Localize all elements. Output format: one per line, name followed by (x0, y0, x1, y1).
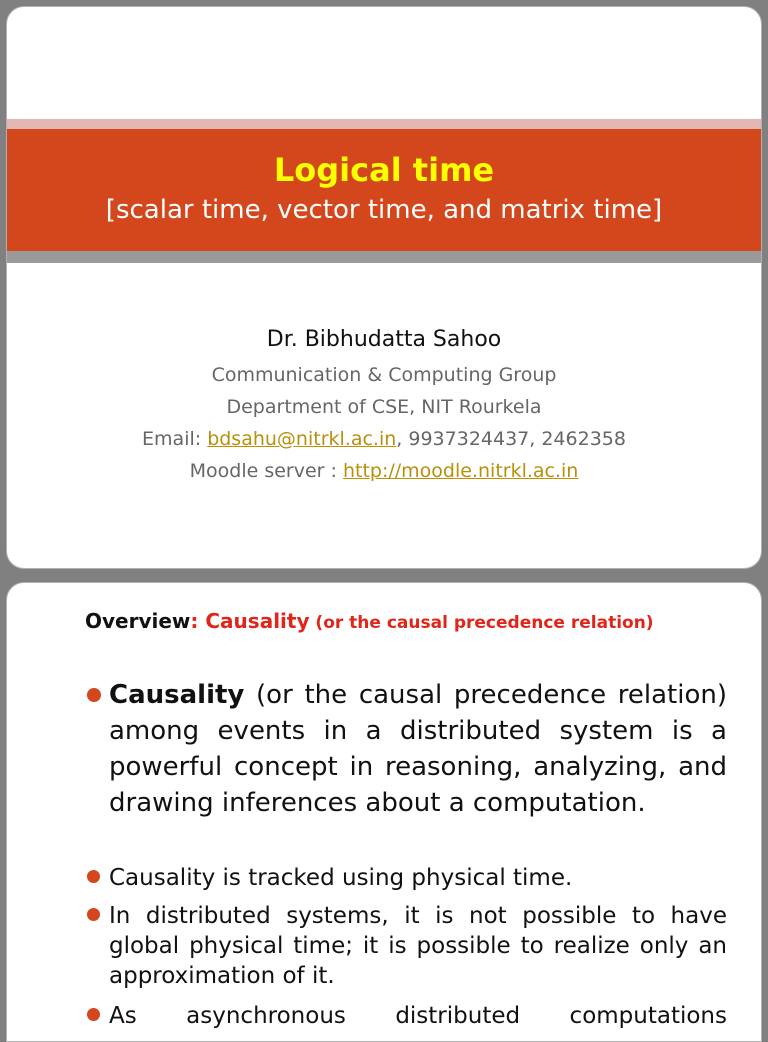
overview-slide (6, 582, 762, 1042)
moodle-line (7, 460, 761, 482)
title-band-top-stripe (7, 119, 761, 129)
overview-topic-note: (or the causal precedence relation) (309, 613, 654, 633)
bullet-item (87, 677, 727, 821)
bullet-item (87, 863, 727, 893)
bullet-item (87, 1001, 727, 1031)
bullet-dot-icon (87, 908, 100, 921)
bullet-dot-icon (87, 688, 101, 702)
bullet-body: (or the causal precedence relation) among events in a distributed system is a powerful concept in reasoning, analyzing, and drawing inferences about a computation. (109, 680, 727, 818)
title-slide (6, 6, 762, 569)
moodle-label: Moodle server : (189, 460, 343, 482)
author-name: Dr. Bibhudatta Sahoo (266, 327, 502, 352)
department-name: Department of CSE, NIT Rourkela (226, 396, 542, 418)
bullet-text: As asynchronous distributed computations (109, 1003, 727, 1029)
moodle-link[interactable]: http://moodle.nitrkl.ac.in (342, 460, 579, 482)
bullet-dot-icon (87, 870, 100, 883)
title-band-bottom-stripe (7, 251, 761, 263)
slide-title: Logical time (273, 151, 495, 189)
bullet-text (109, 677, 727, 821)
phone-numbers: , 9937324437, 2462358 (396, 428, 626, 450)
bullet-item (87, 901, 727, 991)
group-name: Communication & Computing Group (211, 364, 557, 386)
title-band (7, 129, 761, 251)
email-link[interactable]: bdsahu@nitrkl.ac.in (207, 428, 397, 450)
overview-label: Overview (85, 609, 191, 633)
overview-colon: : (190, 609, 206, 633)
overview-heading (85, 609, 705, 635)
bullet-text: Causality is tracked using physical time. (109, 865, 573, 891)
slide-subtitle: [scalar time, vector time, and matrix time] (105, 195, 663, 225)
bullet-text: In distributed systems, it is not possible to have global physical time; it is possible to realize only an approximation of it. (109, 903, 727, 989)
bullet-dot-icon (87, 1008, 100, 1021)
bullet-strong-term: Causality (109, 680, 245, 710)
email-label: Email: (142, 428, 208, 450)
overview-topic: Causality (205, 609, 310, 633)
email-line (7, 428, 761, 450)
